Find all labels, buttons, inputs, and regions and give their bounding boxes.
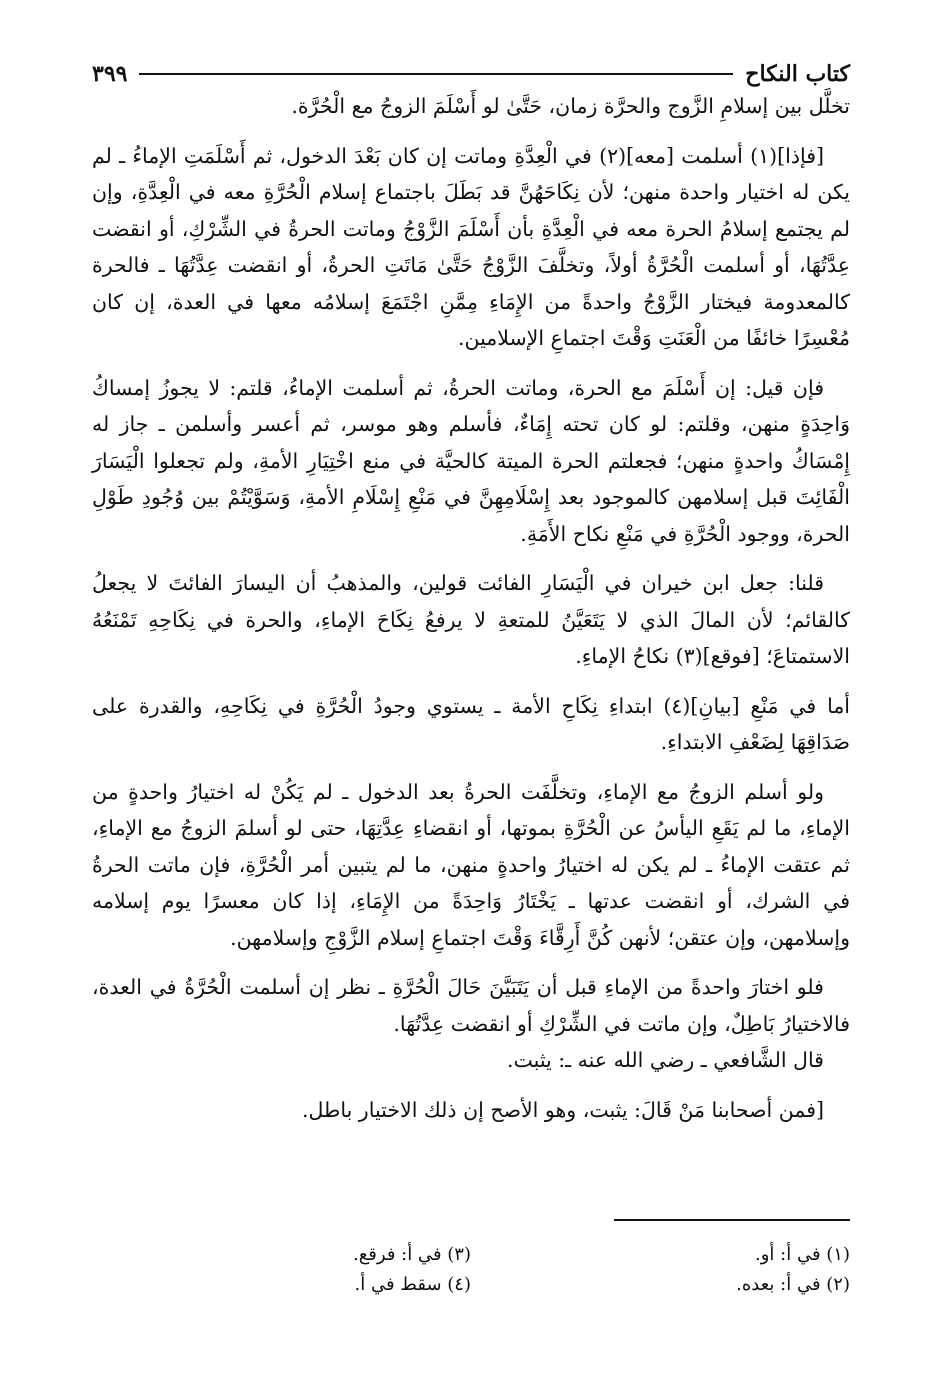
paragraph: [فمن أصحابنا مَنْ قَالَ: يثبت، وهو الأصح إن ذلك الاختيار باطل.	[301, 1097, 824, 1122]
chapter-title: كتاب النكاح	[745, 61, 850, 87]
main-text	[92, 88, 850, 1141]
footnotes	[92, 1240, 850, 1300]
paragraph: ولو أسلم الزوجُ مع الإماءِ، وتخلَّفَت الحرةُ بعد الدخول ـ لم يَكُنْ له اختيارُ واحدةٍ من الإماءِ، ما لم يَقَعِ اليأسُ عن الْحُرَّةِ بموتها، أو انقضاءِ عِدَّتِهَا، حتى لو أسلمَ الزوجُ مع الإماءِ، ثم عتقت الإماءُ ـ لم يكن له اختيارُ واحدةٍ منهن، ما لم يتبين أمر الْحُرَّةِ، فإن ماتت الحرةُ في الشرك، أو انقضت عدتها ـ يَخْتَارُ وَاحِدَةً من الإِمَاءِ، إذا كان معسرًا يوم إسلامه وإسلامهن، وإن عتقن؛ لأنهن كُنَّ أَرِقَّاءَ وَقْتَ اجتماعِ إسلام الزَّوْجِ وإسلامهن.	[92, 779, 850, 950]
footnote: (١) في أ: أو.	[755, 1244, 850, 1265]
paragraph: تخلَّل بين إسلامِ الزَّوج والحرَّة زمان، حَتَّىٰ لو أَسْلَمَ الزوجُ مع الْحُرَّة.	[291, 94, 850, 118]
footnote-separator	[614, 1219, 850, 1221]
footnote: (٤) سقط في أ.	[354, 1274, 471, 1295]
paragraph: فلو اختارَ واحدةً من الإماءِ قبل أن يَتَبَيَّنَ حَالَ الْحُرَّةِ ـ نظر إن أسلمت الْحُرَّةُ في العدة، فالاختيارُ بَاطِلٌ، وإن ماتت في الشِّرْكِ أو انقضت عِدَّتُهَا.	[92, 975, 850, 1036]
header-rule	[139, 73, 733, 75]
paragraph: أما في مَنْعِ [بيانِ](٤) ابتداءِ نِكَاحِ الأمة ـ يستوي وجودُ الْحُرَّةِ في نِكَاحِهِ، والقدرة على صَدَاقِهَا لِضَعْفِ الابتداءِ.	[92, 693, 851, 754]
footnote: (٣) في أ: فرقع.	[352, 1244, 471, 1265]
page-number: ٣٩٩	[92, 61, 128, 87]
footnote: (٢) في أ: بعده.	[736, 1274, 850, 1295]
running-header	[92, 56, 850, 92]
paragraph: فإن قيل: إن أَسْلَمَ مع الحرة، وماتت الحرةُ، ثم أسلمت الإماءُ، قلتم: لا يجوزُ إمساكُ وَاحِدَةٍ منهن، وقلتم: لو كان تحته إِمَاءٌ، فأسلم وهو موسر، ثم أعسر وأسلمن ـ جاز له إِمْسَاكُ واحدةٍ منهن؛ فجعلتم الحرة الميتة كالحيَّة في منع اخْتِيَارِ الأمةِ، ولم تجعلوا الْيَسَارَ الْفَائِتَ قبل إسلامهن كالموجود بعد إِسْلَامِهِنَّ في مَنْعِ إِسْلَامِ الأمةِ، وَسَوَّيْتُمْ بين وُجُودِ طَوْلِ الحرة، ووجود الْحُرَّةِ في مَنْعِ نكاح الأَمَةِ.	[92, 375, 850, 546]
paragraph: قلنا: جعل ابن خيران في الْيَسَارِ الفائت قولين، والمذهبُ أن اليسارَ الفائتَ لا يجعلُ كالقائم؛ لأن المالَ الذي لا يَتَعَيَّنُ للمتعةِ لا يرفعُ نِكَاحَ الإماءِ، والحرة في نِكَاحِهِ تَمْنَعُهُ الاستمتاعَ؛ [فوقع](٣) نكاحُ الإماءِ.	[92, 571, 850, 668]
paragraph: قال الشَّافعي ـ رضي الله عنه ـ: يثبت.	[507, 1048, 824, 1072]
paragraph: [فإذا](١) أسلمت [معه](٢) في الْعِدَّةِ وماتت إن كان بَعْدَ الدخول، ثم أَسْلَمَتِ الإماءُ ـ لم يكن له اختيار واحدة منهن؛ لأن نِكَاحَهُنَّ قد بَطَلَ باجتماع إسلام الْحُرَّةِ معه في الْعِدَّةِ، وإن لم يجتمع إسلامُ الحرة معه في الْعِدَّةِ بأن أَسْلَمَ الزَّوْجُ وماتت الحرةُ في الشِّرْكِ، أو انقضت عِدَّتُهَا، أو أسلمت الْحُرَّةُ أولاً، وتخلَّفَ الزَّوْجُ حَتَّىٰ مَاتَتِ الحرةُ، أو انقضت عِدَّتُهَا ـ فالحرة كالمعدومة فيختار الزَّوْجُ واحدةً من الإِمَاءِ مِمَّنِ اجْتَمَعَ إسلامُه معها في العدة، إن كان مُعْسِرًا خائفًا من الْعَنَتِ وَقْتَ اجتماعِ الإسلامين.	[92, 143, 850, 350]
